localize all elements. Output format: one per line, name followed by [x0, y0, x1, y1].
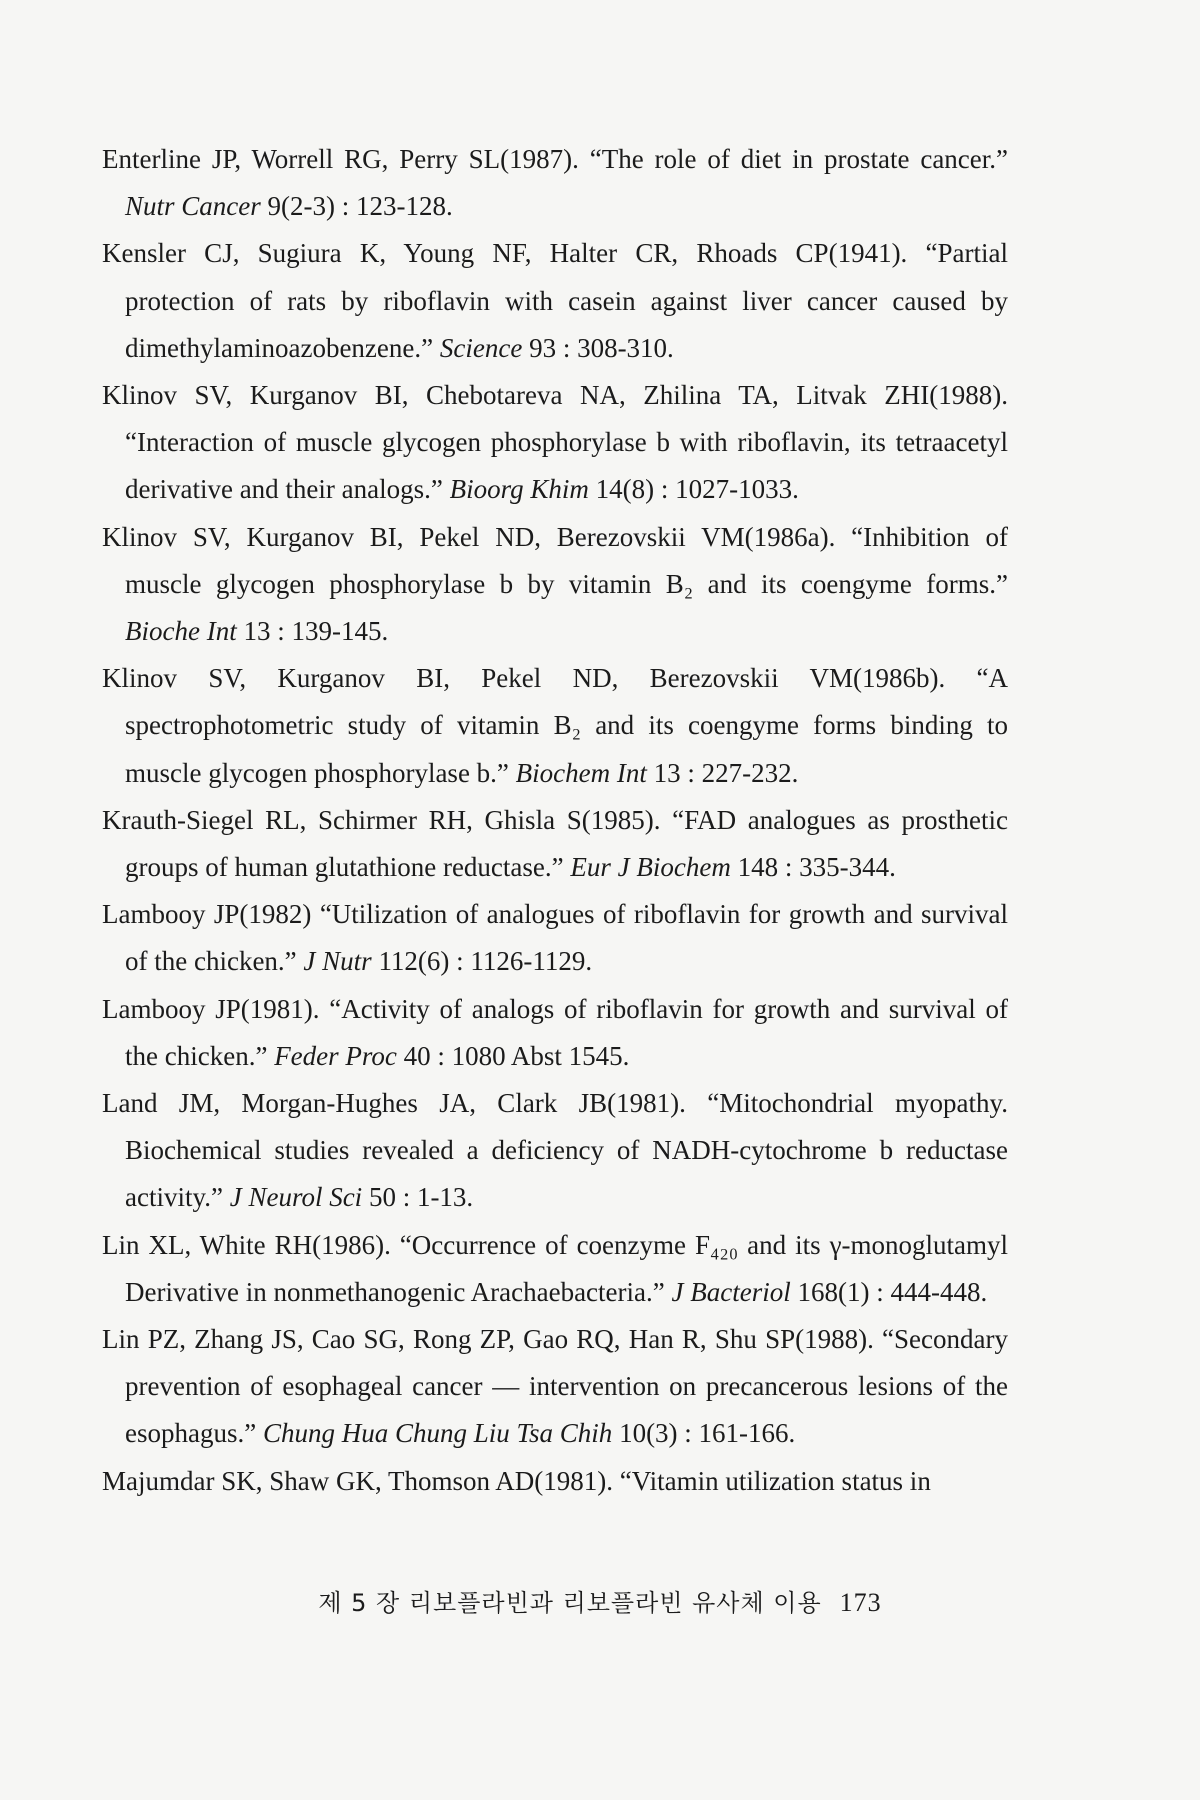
journal-name: Chung Hua Chung Liu Tsa Chih	[262, 1418, 613, 1449]
journal-name: Bioorg Khim	[449, 474, 589, 505]
reference-list	[102, 136, 1008, 1505]
reference-entry: Kensler CJ, Sugiura K, Young NF, Halter CR, Rhoads CP(1941). “Partial protection of rats by riboflavin with casein against liver cancer caused by dimethylaminoazobenzene.” Science 93 : 308-310.	[102, 238, 1008, 363]
journal-name: Feder Proc	[274, 1040, 397, 1071]
reference-entry: Lambooy JP(1982) “Utilization of analogues of riboflavin for growth and survival of the chicken.” J Nutr 112(6) : 1126-1129.	[102, 899, 1008, 977]
journal-name: Nutr Cancer	[125, 191, 261, 222]
reference-entry: Land JM, Morgan-Hughes JA, Clark JB(1981). “Mitochondrial myopathy. Biochemical studies revealed a deficiency of NADH-cytochrome b reductase activity.” J Neurol Sci 50 : 1-13.	[102, 1088, 1008, 1213]
journal-name: J Nutr	[303, 946, 372, 977]
reference-entry: Enterline JP, Worrell RG, Perry SL(1987). “The role of diet in prostate cancer.” Nutr Cancer 9(2-3) : 123-128.	[102, 144, 1008, 222]
chapter-title: 제 5 장 리보플라빈과 리보플라빈 유사체 이용	[318, 1589, 822, 1617]
page-footer	[0, 1583, 1200, 1618]
reference-entry: Krauth-Siegel RL, Schirmer RH, Ghisla S(1985). “FAD analogues as prosthetic groups of human glutathione reductase.” Eur J Biochem 148 : 335-344.	[102, 804, 1008, 883]
journal-name: Eur J Biochem	[570, 852, 731, 883]
reference-entry: Lin XL, White RH(1986). “Occurrence of coenzyme F₄₂₀ and its γ-monoglutamyl Derivative in nonmethanogenic Arachaebacteria.” J Bacteriol 168(1) : 444-448.	[102, 1229, 1008, 1307]
reference-entry: Klinov SV, Kurganov BI, Pekel ND, Berezovskii VM(1986a). “Inhibition of muscle glycogen phosphorylase b by vitamin B₂ and its coengyme forms.” Bioche Int 13 : 139-145.	[102, 521, 1008, 647]
page-number: 173	[839, 1588, 882, 1617]
reference-entry: Lin PZ, Zhang JS, Cao SG, Rong ZP, Gao RQ, Han R, Shu SP(1988). “Secondary prevention of esophageal cancer — intervention on precancerous lesions of the esophagus.” Chung Hua Chung Liu Tsa Chih 10(3) : 161-166.	[102, 1324, 1008, 1449]
journal-name: J Bacteriol	[671, 1276, 791, 1307]
journal-name: Science	[439, 332, 523, 363]
reference-entry: Klinov SV, Kurganov BI, Chebotareva NA, Zhilina TA, Litvak ZHI(1988). “Interaction of muscle glycogen phosphorylase b with riboflavin, its tetraacetyl derivative and their analogs.” Bioorg Khim 14(8) : 1027-1033.	[102, 380, 1008, 505]
reference-entry: Klinov SV, Kurganov BI, Pekel ND, Berezovskii VM(1986b). “A spectrophotometric study of vitamin B₂ and its coengyme forms binding to muscle glycogen phosphorylase b.” Biochem Int 13 : 227-232.	[102, 663, 1008, 788]
reference-entry: Lambooy JP(1981). “Activity of analogs of riboflavin for growth and survival of the chicken.” Feder Proc 40 : 1080 Abst 1545.	[102, 993, 1008, 1071]
reference-entry: Majumdar SK, Shaw GK, Thomson AD(1981). “Vitamin utilization status in	[102, 1465, 931, 1496]
journal-name: Bioche Int	[125, 616, 237, 647]
journal-name: J Neurol Sci	[229, 1182, 363, 1213]
journal-name: Biochem Int	[515, 757, 647, 788]
